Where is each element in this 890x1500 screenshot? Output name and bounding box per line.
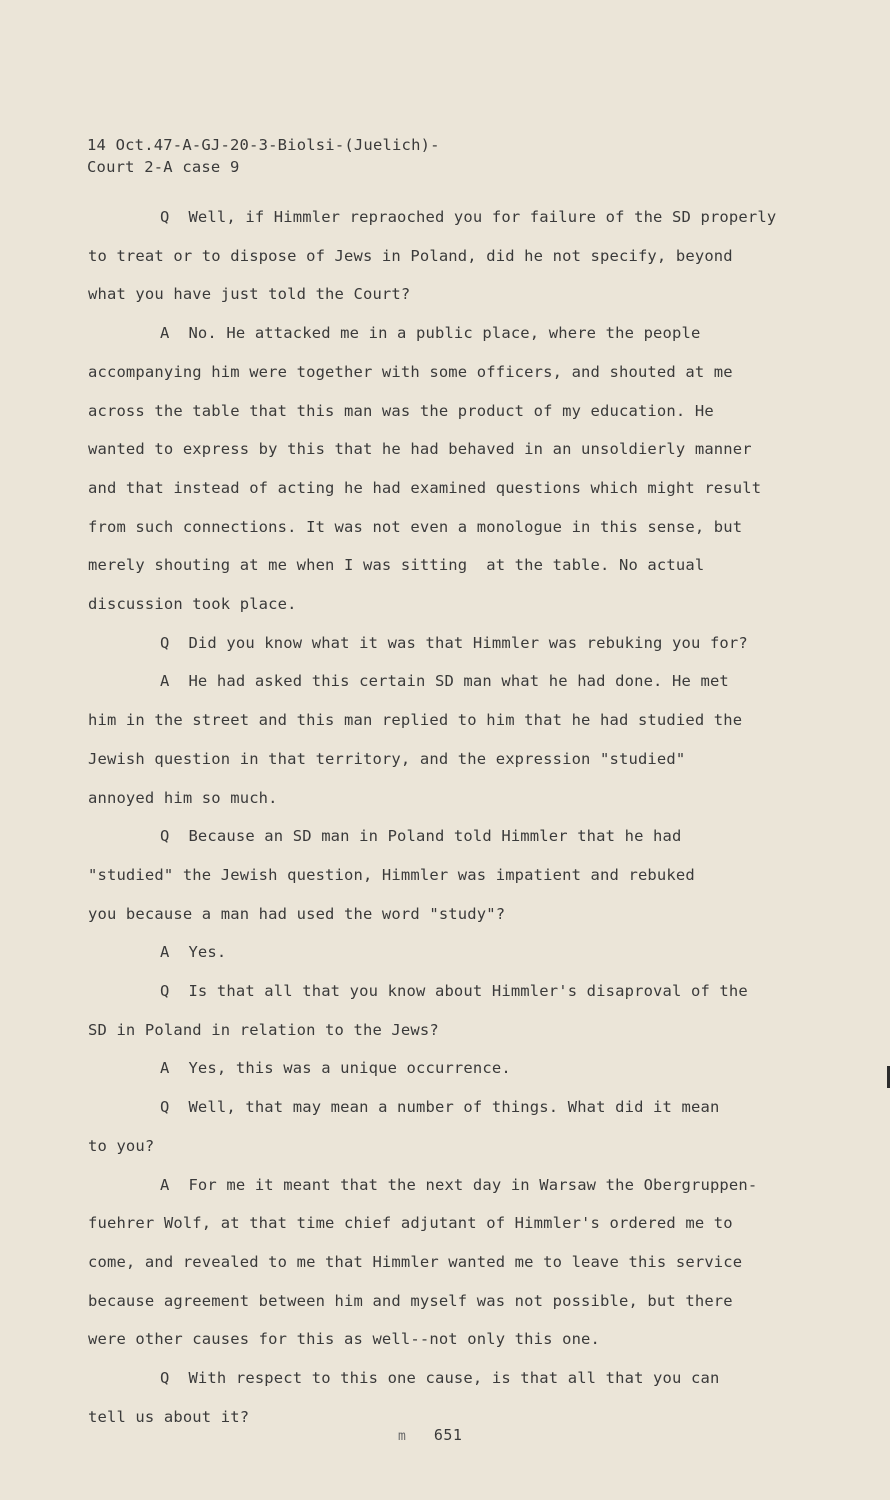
transcript-line: come, and revealed to me that Himmler wanted me to leave this service — [88, 1252, 743, 1271]
transcript-line: and that instead of acting he had examined questions which might result — [88, 478, 762, 497]
page-footer — [398, 1426, 462, 1444]
footer-mark: m — [398, 1429, 407, 1444]
transcript-line: accompanying him were together with some officers, and shouted at me — [88, 362, 733, 381]
transcript-line: you because a man had used the word "study"? — [88, 904, 506, 923]
header-line-1: 14 Oct.47-A-GJ-20-3-Biolsi-(Juelich)- — [87, 136, 440, 154]
transcript-line: were other causes for this as well--not only this one. — [88, 1330, 601, 1349]
transcript-line: Q Well, that may mean a number of things. What did it mean — [160, 1098, 720, 1117]
transcript-line: SD in Poland in relation to the Jews? — [88, 1020, 439, 1039]
page-number: 651 — [433, 1426, 463, 1444]
transcript-line: Q Well, if Himmler repraoched you for failure of the SD properly — [160, 208, 777, 226]
transcript-line: Q Because an SD man in Poland told Himmler that he had — [160, 827, 682, 846]
transcript-line: A Yes, this was a unique occurrence. — [160, 1059, 511, 1078]
transcript-line: wanted to express by this that he had behaved in an unsoldierly manner — [88, 440, 752, 459]
transcript-body — [88, 198, 808, 1437]
transcript-line: because agreement between him and myself was not possible, but there — [88, 1291, 733, 1310]
transcript-line: to you? — [88, 1136, 155, 1155]
transcript-line: him in the street and this man replied to him that he had studied the — [88, 711, 743, 730]
document-header — [87, 134, 440, 178]
transcript-line: A He had asked this certain SD man what he had done. He met — [160, 672, 729, 691]
transcript-line: from such connections. It was not even a monologue in this sense, but — [88, 517, 743, 536]
transcript-line: Q Is that all that you know about Himmler's disaproval of the — [160, 982, 748, 1001]
header-line-2: Court 2-A case 9 — [87, 158, 240, 176]
transcript-line: annoyed him so much. — [88, 788, 278, 807]
transcript-line: what you have just told the Court? — [88, 285, 411, 304]
transcript-line: A No. He attacked me in a public place, where the people — [160, 324, 701, 343]
transcript-line: discussion took place. — [88, 595, 297, 614]
transcript-line: "studied" the Jewish question, Himmler was impatient and rebuked — [88, 865, 695, 884]
transcript-line: A Yes. — [160, 943, 227, 962]
transcript-line: merely shouting at me when I was sitting at the table. No actual — [88, 556, 705, 575]
transcript-line: fuehrer Wolf, at that time chief adjutant of Himmler's ordered me to — [88, 1214, 733, 1233]
transcript-line: across the table that this man was the product of my education. He — [88, 401, 714, 420]
transcript-line: Q With respect to this one cause, is that all that you can — [160, 1369, 720, 1388]
transcript-line: Jewish question in that territory, and the expression "studied" — [88, 749, 686, 768]
transcript-line: to treat or to dispose of Jews in Poland, did he not specify, beyond — [88, 246, 733, 265]
transcript-line: Q Did you know what it was that Himmler was rebuking you for? — [160, 633, 748, 652]
transcript-line: tell us about it? — [88, 1407, 250, 1426]
transcript-line: A For me it meant that the next day in Warsaw the Obergruppen- — [160, 1175, 758, 1194]
